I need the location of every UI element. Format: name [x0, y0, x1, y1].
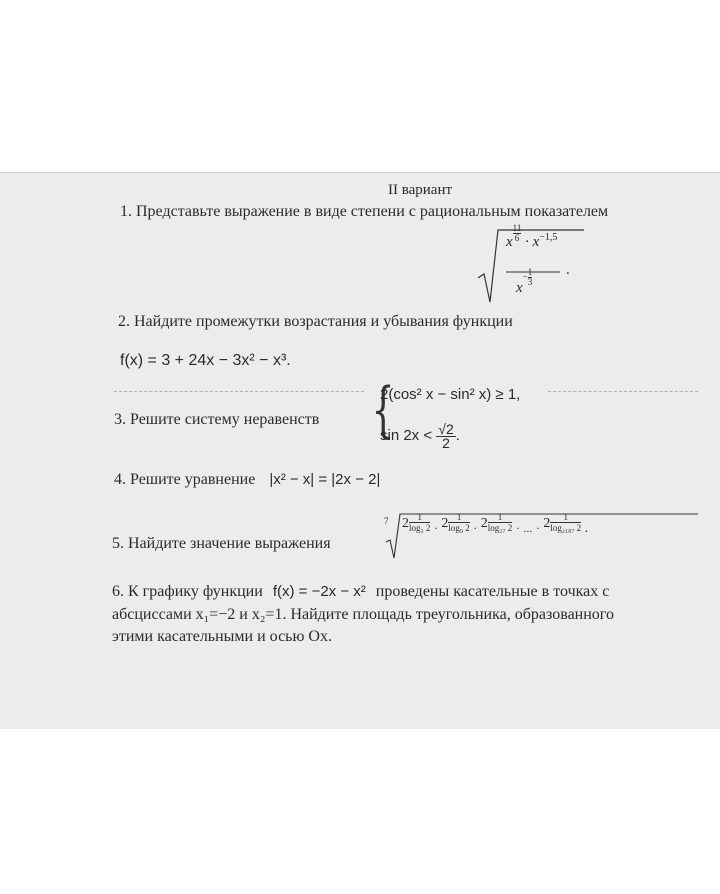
task-6-line-2: абсциссами x₁=−2 и x₂=1. Найдите площадь треугольника, образованного [112, 606, 614, 623]
task-1 [120, 202, 608, 222]
task-3 [114, 410, 319, 430]
task-4-text: Решите уравнение [130, 471, 256, 488]
task-1-denominator: x− $\frac{1}{3}$ [516, 267, 533, 296]
root-index: 7 [384, 516, 389, 526]
system-brace: { [371, 375, 395, 445]
task-6-line-1: 6. К графику функции f(x) = −2x − x² проведены касательные в точках с [112, 583, 610, 600]
variant-title: II вариант [388, 182, 453, 198]
task-4 [114, 470, 380, 490]
task-5 [112, 534, 331, 554]
task-4-num: 4. [114, 471, 126, 488]
task-1-expression: x $\frac{11}{6}$ · $x^{-1,5}$ x− $\frac{1}{3}$ . [476, 226, 586, 306]
task-5-text: Найдите значение выражения [128, 535, 331, 552]
task-1-num: 1. [120, 203, 132, 220]
task-6-line-3: этими касательными и осью Ox. [112, 628, 332, 645]
divider-left [114, 391, 364, 392]
task-6-num: 6. [112, 583, 124, 600]
task-2 [118, 312, 513, 332]
task-5-product: 2 $\frac{1}{\text{log₃ 2}}$ · 2 $\frac{1}{\text{log₉ 2}}$ · 2 $\frac{1}{\text{log₂₇ 2}}$ · ... · 2 $\frac{1}{\text{log₂₁₈₇ 2}}$ . [402, 512, 589, 536]
task-1-numerator: x $\frac{11}{6}$ · $x^{-1,5}$ [506, 223, 558, 250]
task-3-num: 3. [114, 411, 126, 428]
worksheet-paper [0, 172, 720, 729]
task-2-num: 2. [118, 313, 130, 330]
task-5-expression [380, 506, 702, 562]
task-2-text: Найдите промежутки возрастания и убывания функции [134, 313, 513, 330]
task-3-text: Решите систему неравенств [130, 411, 320, 428]
task-3-inequality-1: 2(cos² x − sin² x) ≥ 1, [380, 386, 521, 403]
task-5-num: 5. [112, 535, 124, 552]
task-6-function: f(x) = −2x − x² [272, 583, 366, 600]
task-2-function: f(x) = 3 + 24x − 3x² − x³. [120, 352, 291, 369]
task-4-equation: |x² − x| = |2x − 2| [269, 471, 381, 488]
divider-right [548, 391, 698, 392]
task-1-text: Представьте выражение в виде степени с рациональным показателем [136, 203, 609, 220]
task-3-inequality-2: sin 2x < $\frac{√2}{2}$ . [380, 420, 460, 451]
